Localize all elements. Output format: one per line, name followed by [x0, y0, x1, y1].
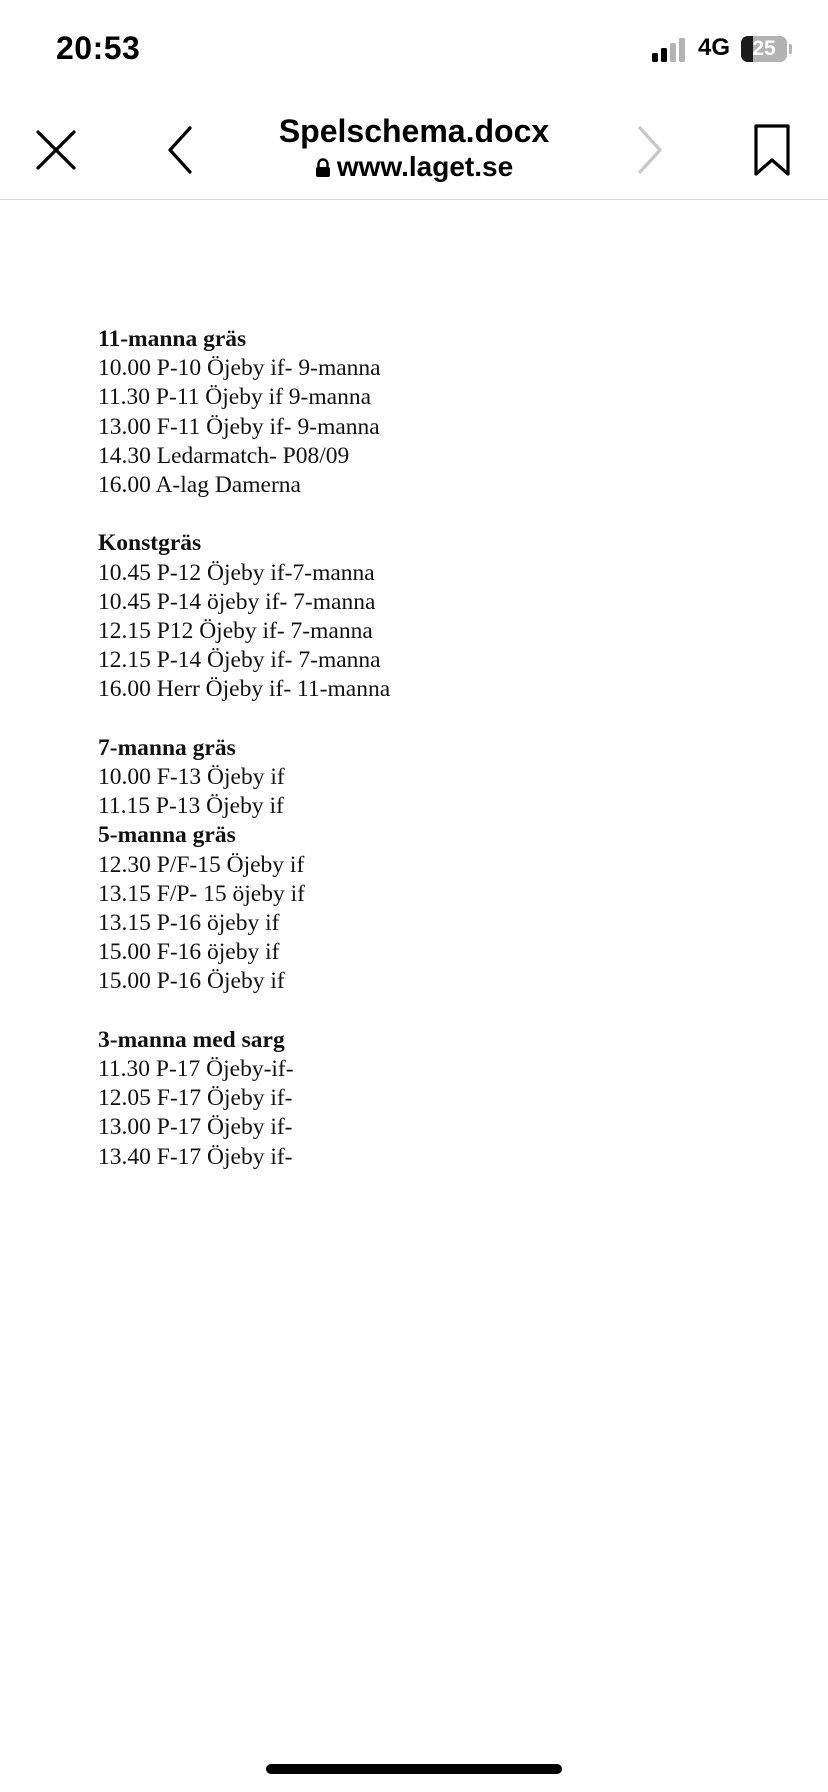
document-title: Spelschema.docx — [278, 113, 550, 149]
bookmark-icon — [750, 122, 794, 178]
status-bar — [0, 0, 828, 100]
battery-percentage: 25 — [752, 37, 776, 60]
close-button[interactable] — [32, 126, 80, 174]
section-title: 7-manna gräs — [98, 734, 236, 761]
schedule-entry: 10.45 P-12 Öjeby if-7-manna — [98, 559, 375, 586]
section-title: 11-manna gräs — [98, 326, 247, 352]
section-7-manna — [98, 734, 778, 822]
schedule-entry: 12.15 P12 Öjeby if- 7-manna — [98, 618, 373, 645]
schedule-entry: 14.30 Ledarmatch- P08/09 — [98, 442, 350, 469]
signal-bar — [670, 43, 676, 62]
schedule-entry: 15.00 F-16 öjeby if — [98, 939, 280, 966]
schedule-entry: 12.30 P/F-15 Öjeby if — [98, 851, 305, 878]
signal-bar — [652, 53, 658, 62]
section-title: Konstgräs — [98, 530, 202, 557]
section-5-manna — [98, 821, 778, 996]
schedule-entry: 15.00 P-16 Öjeby if — [98, 968, 285, 995]
chevron-left-icon — [160, 124, 200, 176]
section-3-manna — [98, 1026, 778, 1172]
section-title: 3-manna med sarg — [98, 1026, 285, 1053]
schedule-entry: 10.00 P-10 Öjeby if- 9-manna — [98, 355, 381, 382]
schedule-entry: 16.00 A-lag Damerna — [98, 472, 301, 499]
blank-line — [98, 997, 778, 1026]
lock-icon — [315, 158, 331, 178]
status-time: 20:53 — [56, 30, 141, 66]
schedule-entry: 11.30 P-11 Öjeby if 9-manna — [98, 384, 372, 411]
schedule-entry: 11.15 P-13 Öjeby if — [98, 793, 284, 820]
signal-bar — [661, 48, 667, 62]
schedule-entry: 13.15 F/P- 15 öjeby if — [98, 880, 305, 907]
schedule-entry: 13.00 F-11 Öjeby if- 9-manna — [98, 413, 380, 440]
url-text: www.laget.se — [336, 151, 514, 182]
section-title: 5-manna gräs — [98, 822, 236, 849]
nav-bar — [0, 100, 828, 200]
close-icon — [32, 126, 80, 174]
blank-line — [98, 705, 778, 734]
schedule-entry: 10.00 F-13 Öjeby if — [98, 764, 285, 791]
section-11-manna — [98, 325, 778, 500]
battery-icon — [741, 36, 787, 62]
forward-button[interactable] — [630, 124, 670, 176]
schedule-entry: 13.40 F-17 Öjeby if- — [98, 1143, 293, 1170]
home-indicator[interactable] — [266, 1764, 562, 1774]
schedule-entry: 12.15 P-14 Öjeby if- 7-manna — [98, 647, 381, 674]
section-konstgras — [98, 529, 778, 704]
schedule-entry: 16.00 Herr Öjeby if- 11-manna — [98, 676, 391, 703]
schedule-entry: 12.05 F-17 Öjeby if- — [98, 1085, 293, 1112]
schedule-entry: 11.30 P-17 Öjeby-if- — [98, 1056, 294, 1083]
document-content — [98, 325, 778, 1172]
chevron-right-icon — [630, 124, 670, 176]
signal-bar — [679, 38, 685, 62]
back-button[interactable] — [160, 124, 200, 176]
bookmark-button[interactable] — [750, 122, 794, 178]
signal-strength-icon — [652, 36, 690, 62]
schedule-entry: 13.00 P-17 Öjeby if- — [98, 1114, 293, 1141]
network-type: 4G — [698, 34, 731, 61]
battery-tip — [789, 44, 792, 54]
schedule-entry: 13.15 P-16 öjeby if — [98, 910, 280, 937]
page-url — [214, 150, 614, 184]
schedule-entry: 10.45 P-14 öjeby if- 7-manna — [98, 588, 376, 615]
blank-line — [98, 500, 778, 529]
